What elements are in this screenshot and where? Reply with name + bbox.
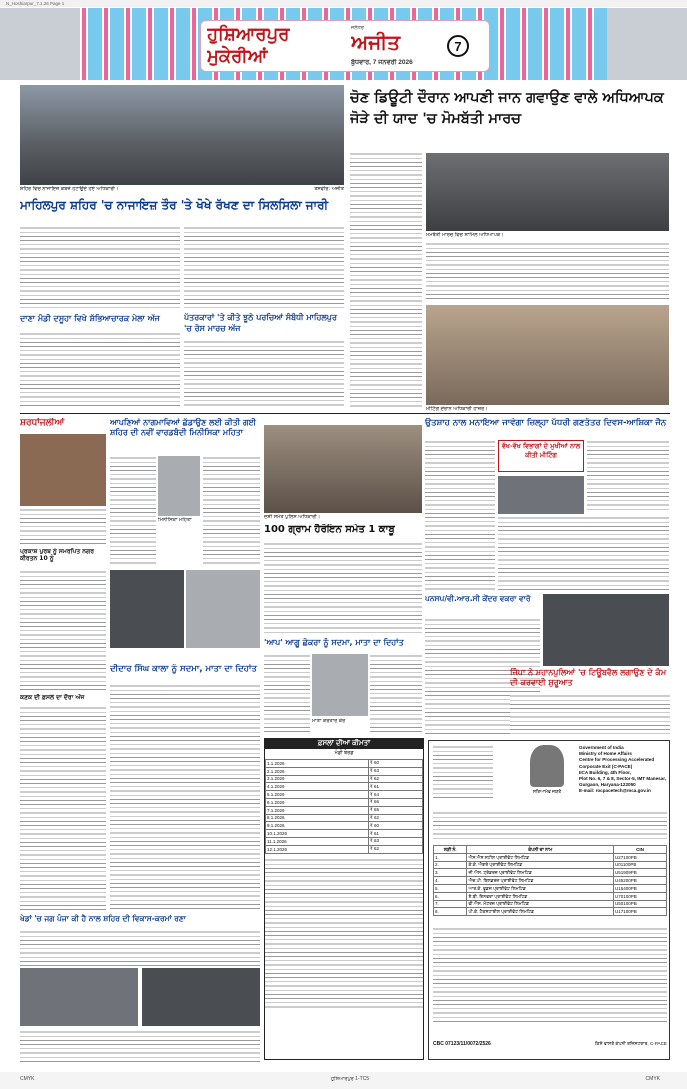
company-name: ਪੀ.ਕੇ. ਟੈਕਸਟਾਈਲ ਪ੍ਰਾਈਵੇਟ ਲਿਮਟਿਡ bbox=[467, 908, 613, 916]
rates-value: ₹ 63 bbox=[368, 767, 422, 775]
jinpa-headline: ਜਿੰਪਾ ਨੇ ਮਹਾਨਪੁਲਿਆਂ 'ਚ ਟਿਊਬਵੈਲ ਲਗਾਉਣ ਦੇ ਕੰਮ ਦੀ ਕਰਵਾਈ ਸ਼ੁਰੂਆਤ bbox=[510, 668, 667, 687]
rates-row bbox=[266, 814, 423, 822]
rates-title: ਫ਼ਸਲਾਂ ਦੀਆਂ ਕੀਮਤਾਂ bbox=[265, 739, 423, 749]
company-cin: U45200PB bbox=[613, 877, 666, 885]
company-name: ਕੇ.ਕੇ. ਐਗਰੋ ਪ੍ਰਾਈਵੇਟ ਲਿਮਟਿਡ bbox=[467, 861, 613, 869]
rates-value: ₹ 61 bbox=[368, 783, 422, 791]
lead-story-body bbox=[350, 152, 422, 410]
rates-row bbox=[266, 845, 423, 853]
rates-value: ₹ 60 bbox=[368, 760, 422, 768]
rates-date: 8.1.2026 bbox=[266, 814, 369, 822]
utsah-photo bbox=[498, 476, 584, 514]
rates-value: ₹ 62 bbox=[368, 775, 422, 783]
company-serial: 2. bbox=[434, 861, 467, 869]
company-cin: U50100PB bbox=[613, 900, 666, 908]
rates-table bbox=[265, 759, 423, 854]
meeting-photo bbox=[426, 305, 669, 405]
top-photo-credit: ਤਸਵੀਰ: ਅਜੀਤ bbox=[314, 186, 344, 192]
rates-notes bbox=[265, 858, 423, 1008]
col-company: ਕੰਪਨੀ ਦਾ ਨਾਮ bbox=[467, 846, 613, 854]
aap-portrait bbox=[312, 654, 368, 716]
org-line-7: Gurgaon, Haryana-122050 bbox=[579, 782, 636, 788]
didar-headline: ਦੀਦਾਰ ਸਿੰਘ ਕਾਲਾ ਨੂੰ ਸਦਮਾ, ਮਾਤਾ ਦਾ ਦਿਹਾਂਤ bbox=[110, 664, 257, 674]
emblem bbox=[517, 745, 577, 805]
masthead-date: ਬੁੱਧਵਾਰ, 7 ਜਨਵਰੀ 2026 bbox=[351, 59, 413, 66]
kheti-body bbox=[20, 706, 106, 910]
footer-left: CMYK bbox=[20, 1076, 35, 1082]
pensioners-headline: ਪਨਸਪ/ਵੀ.ਆਰ.ਸੀ ਕੇਂਦਰ ਵਕਰਾ ਵਾਰੋ bbox=[425, 594, 531, 603]
rates-row bbox=[266, 775, 423, 783]
candle-march-photo bbox=[426, 153, 669, 231]
company-cin: U17100PB bbox=[613, 908, 666, 916]
cremation-photo bbox=[110, 570, 184, 648]
prakash-body bbox=[20, 570, 106, 690]
khedan-body-bottom bbox=[20, 1030, 260, 1062]
heroin-photo-caption: ਦੋਸ਼ੀ ਸਮੇਤ ਪੁਲਿਸ ਅਧਿਕਾਰੀ। bbox=[264, 514, 321, 520]
company-serial: 6. bbox=[434, 892, 467, 900]
page-number-badge: 7 bbox=[447, 35, 469, 57]
footer-bar bbox=[0, 1072, 687, 1089]
rates-value: ₹ 60 bbox=[368, 822, 422, 830]
company-name: ਜੀ.ਐਸ. ਟ੍ਰੇਡਰਜ਼ ਪ੍ਰਾਈਵੇਟ ਲਿਮਟਿਡ bbox=[467, 869, 613, 877]
rates-date: 2.1.2026 bbox=[266, 767, 369, 775]
rates-date: 7.1.2026 bbox=[266, 806, 369, 814]
rates-row bbox=[266, 783, 423, 791]
rates-date: 3.1.2026 bbox=[266, 775, 369, 783]
candle-march-body bbox=[426, 242, 669, 300]
aap-headline: 'ਆਪ' ਆਗੂ ਛੋਕਰਾ ਨੂੰ ਸਦਮਾ, ਮਾਤਾ ਦਾ ਦਿਹਾਂਤ bbox=[264, 638, 404, 647]
rates-value: ₹ 64 bbox=[368, 791, 422, 799]
org-line-2: Ministry of Home Affairs bbox=[579, 751, 632, 757]
khedan-photo-1 bbox=[20, 968, 138, 1026]
rates-subtitle: ਮੰਡੀ ਬੋਰਡ bbox=[334, 750, 354, 756]
rates-row bbox=[266, 791, 423, 799]
print-info-strip bbox=[0, 0, 687, 7]
patrakar-headline: ਪੱਤਰਕਾਰਾਂ 'ਤੇ ਕੀਤੇ ਝੂਠੇ ਪਰਚਿਆਂ ਸੰਬੰਧੀ ਮਾਹਿਲਪੁਰ 'ਚ ਰੋਸ ਮਾਰਚ ਅੱਜ bbox=[184, 313, 337, 333]
top-photo-caption: ਸ਼ਹਿਰ ਵਿਚ ਨਾਜਾਇਜ਼ ਕਬਜ਼ੇ ਹਟਾਉਂਦੇ ਹੋਏ ਅਧਿਕਾਰੀ। bbox=[20, 186, 119, 192]
rates-value: ₹ 65 bbox=[368, 806, 422, 814]
tributes-heading: ਸ਼ਰਧਾਂਜਲੀਆਂ bbox=[20, 418, 65, 428]
tribute-photo bbox=[20, 434, 106, 506]
rates-value: ₹ 63 bbox=[368, 837, 422, 845]
company-serial: 8. bbox=[434, 908, 467, 916]
khedan-photo-2 bbox=[142, 968, 260, 1026]
company-serial: 1. bbox=[434, 853, 467, 861]
khedan-headline: ਖੇਡਾਂ 'ਚ ਜਗ ਪੰਜਾ ਕੀ ਹੈ ਨਾਲ ਸ਼ਹਿਰ ਦੀ ਵਿਕਾਸ-ਕਰਮਾਂ ਰਣਾ bbox=[20, 914, 186, 923]
masthead-building-right bbox=[607, 8, 687, 80]
org-line-6: Plot No. 6, 7 & 8, Sector-5, IMT Manesar, bbox=[579, 776, 667, 782]
nagar-headline: ਆਪਣਿਆਂ ਨਾਗਮਾਵਿਆਂ ਛੱਡਾਉਣ ਲਈ ਕੀਤੀ ਗਈ ਸ਼ਹਿਰ ਦੀ ਨਵੀਂ ਵਾਰਡਬੰਦੀ ਮਿਨੀਸਿਕਾ ਮਹਿਤਾ bbox=[110, 418, 256, 437]
footer-center: ਹੁਸ਼ਿਆਰਪੁਰ 1-TC5 bbox=[330, 1076, 370, 1082]
rates-date: 1.1.2026 bbox=[266, 760, 369, 768]
danamandi-body bbox=[20, 332, 180, 408]
govt-notice bbox=[428, 740, 670, 1060]
aap-body-right bbox=[370, 654, 422, 734]
top-left-photo bbox=[20, 85, 344, 185]
company-row bbox=[434, 908, 667, 916]
company-serial: 4. bbox=[434, 877, 467, 885]
company-name: ਐਚ.ਪੀ. ਬਿਲਡਰਜ਼ ਪ੍ਰਾਈਵੇਟ ਲਿਮਟਿਡ bbox=[467, 877, 613, 885]
company-row bbox=[434, 869, 667, 877]
company-serial: 3. bbox=[434, 869, 467, 877]
rates-row bbox=[266, 760, 423, 768]
rates-date: 10.1.2026 bbox=[266, 830, 369, 838]
footer-right: CMYK bbox=[645, 1076, 660, 1082]
rates-row bbox=[266, 806, 423, 814]
company-row bbox=[434, 853, 667, 861]
rates-date: 11.1.2026 bbox=[266, 837, 369, 845]
org-line-5: IICA Building, 4th Floor, bbox=[579, 769, 631, 775]
notice-table-wrap bbox=[433, 845, 667, 916]
rates-value: ₹ 62 bbox=[368, 814, 422, 822]
ashoka-emblem-icon bbox=[530, 745, 564, 787]
rates-row bbox=[266, 830, 423, 838]
aap-body-left bbox=[264, 654, 310, 734]
company-cin: U15400PB bbox=[613, 884, 666, 892]
org-line-3: Centre for Processing Accelerated bbox=[579, 757, 655, 763]
lead-headline: ਚੋਣ ਡਿਊਟੀ ਦੌਰਾਨ ਆਪਣੀ ਜਾਨ ਗਵਾਉਣ ਵਾਲੇ ਅਧਿਆਪਕ ਜੋੜੇ ਦੀ ਯਾਦ 'ਚ ਮੋਮਬੱਤੀ ਮਾਰਚ bbox=[350, 90, 664, 127]
nagar-body-left bbox=[110, 456, 156, 566]
jinpa-body bbox=[510, 694, 670, 736]
utsah-body-left bbox=[425, 440, 495, 590]
rates-date: 12.1.2026 bbox=[266, 845, 369, 853]
heroin-photo bbox=[264, 425, 422, 513]
didar-body bbox=[110, 684, 260, 910]
company-row bbox=[434, 892, 667, 900]
company-name: ਏ.ਬੀ. ਇਨਫਰਾ ਪ੍ਰਾਈਵੇਟ ਲਿਮਟਿਡ bbox=[467, 892, 613, 900]
col-serial: ਲੜੀ ਨੰ. bbox=[434, 846, 467, 854]
mahilpur-body-right bbox=[184, 226, 344, 310]
masthead bbox=[0, 8, 687, 80]
company-row bbox=[434, 900, 667, 908]
rates-row bbox=[266, 837, 423, 845]
danamandi-headline: ਦਾਣਾ ਮੰਡੀ ਦਸੂਹਾ ਵਿਖੇ ਸ਼ੱਭਿਆਚਾਰਕ ਮੇਲਾ ਅੱਜ bbox=[20, 314, 160, 323]
company-row bbox=[434, 861, 667, 869]
rates-row bbox=[266, 798, 423, 806]
org-line-1: Government of India bbox=[579, 745, 624, 750]
heroin-headline: 100 ਗ੍ਰਾਮ ਹੈਰੋਇਨ ਸਮੇਤ 1 ਕਾਬੂ bbox=[264, 524, 395, 535]
notice-body bbox=[433, 811, 667, 841]
utsah-body-bottom bbox=[498, 516, 669, 590]
company-name: ਆਰ.ਕੇ. ਫੂਡਜ਼ ਪ੍ਰਾਈਵੇਟ ਲਿਮਟਿਡ bbox=[467, 884, 613, 892]
paper-name: ਅਜੀਤ bbox=[351, 30, 401, 54]
tribute-body bbox=[20, 508, 106, 546]
masthead-city-title: ਹੁਸ਼ਿਆਰਪੁਰ ਮੁਕੇਰੀਆਂ bbox=[207, 24, 290, 67]
candle-march-caption: ਮੋਮਬੱਤੀ ਮਾਰਚ ਵਿਚ ਸ਼ਾਮਿਲ ਅਧਿਆਪਕ। bbox=[426, 232, 504, 238]
masthead-building-left bbox=[0, 8, 80, 80]
mahilpur-body-left bbox=[20, 226, 180, 310]
company-row bbox=[434, 877, 667, 885]
nagar-portrait-caption: ਮਿਨੀਸਿਕਾ ਮਹਿਤਾ bbox=[158, 517, 192, 523]
pensioners-photo bbox=[543, 594, 669, 666]
notice-signature: ਕਿਸੇ ਵਾਸਤੇ ਕੰਪਨੀ ਰਜਿਸਟਰਾਰ, C-PACE bbox=[595, 1041, 667, 1046]
rates-date: 9.1.2026 bbox=[266, 822, 369, 830]
kheti-headline: ਕਣਕ ਦੀ ਫ਼ਸਲ ਦਾ ਦੌਰਾ ਅੱਜ bbox=[20, 694, 85, 701]
heroin-body bbox=[264, 542, 422, 636]
company-serial: 5. bbox=[434, 884, 467, 892]
vibhag-callout: ਵੱਖ-ਵੱਖ ਵਿਭਾਗਾਂ ਦੇ ਮੁਖੀਆਂ ਨਾਲ ਕੀਤੀ ਮੀਟਿੰਗ bbox=[498, 440, 584, 472]
emblem-caption: ਸਤਿਆਮੇਵ ਜਯਤੇ bbox=[532, 789, 562, 794]
aap-portrait-caption: ਮਾਤਾ ਕਰਤਾਰ ਕੌਰ bbox=[312, 718, 346, 724]
notice-ref-block bbox=[433, 745, 493, 803]
crop-rates-box bbox=[264, 738, 424, 1060]
rates-row bbox=[266, 822, 423, 830]
didar-mother-photo bbox=[186, 570, 260, 648]
meeting-photo-caption: ਮੀਟਿੰਗ ਦੌਰਾਨ ਅਧਿਕਾਰੀ ਹਾਜ਼ਰ। bbox=[426, 406, 488, 412]
section-divider bbox=[20, 413, 670, 414]
rates-date: 5.1.2026 bbox=[266, 791, 369, 799]
company-cin: U01100PB bbox=[613, 861, 666, 869]
patrakar-body bbox=[184, 340, 344, 408]
company-name: ਵੀ.ਐਸ. ਮੋਟਰਜ਼ ਪ੍ਰਾਈਵੇਟ ਲਿਮਟਿਡ bbox=[467, 900, 613, 908]
khedan-body bbox=[20, 930, 260, 966]
rates-value: ₹ 61 bbox=[368, 830, 422, 838]
notice-code: CBC 07123/11/0072/2526 bbox=[433, 1041, 491, 1047]
rates-date: 4.1.2026 bbox=[266, 783, 369, 791]
utsah-body-right bbox=[587, 440, 669, 512]
company-name: ਐਸ.ਐਸ.ਸਟੀਲ ਪ੍ਰਾਈਵੇਟ ਲਿਮਟਿਡ bbox=[467, 853, 613, 861]
company-table bbox=[433, 845, 667, 916]
company-cin: U70100PB bbox=[613, 892, 666, 900]
masthead-title-box bbox=[200, 20, 490, 72]
org-email: E-mail: rocpacetech@mca.gov.in bbox=[579, 788, 651, 794]
org-line-4: Corporate Exit (C-PACE) bbox=[579, 763, 633, 769]
prakash-headline: ਪ੍ਰਕਾਸ਼ ਪੁਰਬ ਨੂੰ ਸਮਰਪਿਤ ਨਗਰ ਕੀਰਤਨ 10 ਨੂੰ bbox=[20, 548, 94, 562]
company-cin: U27100PB bbox=[613, 853, 666, 861]
utsah-headline: ਉਤਸ਼ਾਹ ਨਾਲ ਮਨਾਇਆ ਜਾਵੇਗਾ ਜ਼ਿਲ੍ਹਾ ਪੱਧਰੀ ਗਣਤੰਤਰ ਦਿਵਸ-ਆਸ਼ਿਕਾ ਜੈਨ bbox=[425, 418, 667, 428]
company-row bbox=[434, 884, 667, 892]
mahilpur-headline: ਮਾਹਿਲਪੁਰ ਸ਼ਹਿਰ 'ਚ ਨਾਜਾਇਜ਼ ਤੌਰ 'ਤੇ ਖੋਖੇ ਰੱਖਣ ਦਾ ਸਿਲਸਿਲਾ ਜਾਰੀ bbox=[20, 198, 329, 212]
masthead-city-tag: ਜਲੰਧਰ bbox=[351, 25, 364, 31]
rates-value: ₹ 62 bbox=[368, 845, 422, 853]
nagar-body-right bbox=[203, 456, 260, 566]
notice-terms bbox=[433, 927, 667, 1025]
didar-photo-caption-line bbox=[110, 650, 260, 662]
print-info-text: N_Hoshiarpur_7.1.26 Page 1 bbox=[6, 1, 65, 6]
nagar-portrait bbox=[158, 456, 200, 516]
rates-row bbox=[266, 767, 423, 775]
rates-value: ₹ 66 bbox=[368, 798, 422, 806]
col-cin: CIN bbox=[613, 846, 666, 854]
rates-date: 6.1.2026 bbox=[266, 798, 369, 806]
org-address bbox=[579, 745, 667, 795]
company-cin: U51909PB bbox=[613, 869, 666, 877]
company-serial: 7. bbox=[434, 900, 467, 908]
